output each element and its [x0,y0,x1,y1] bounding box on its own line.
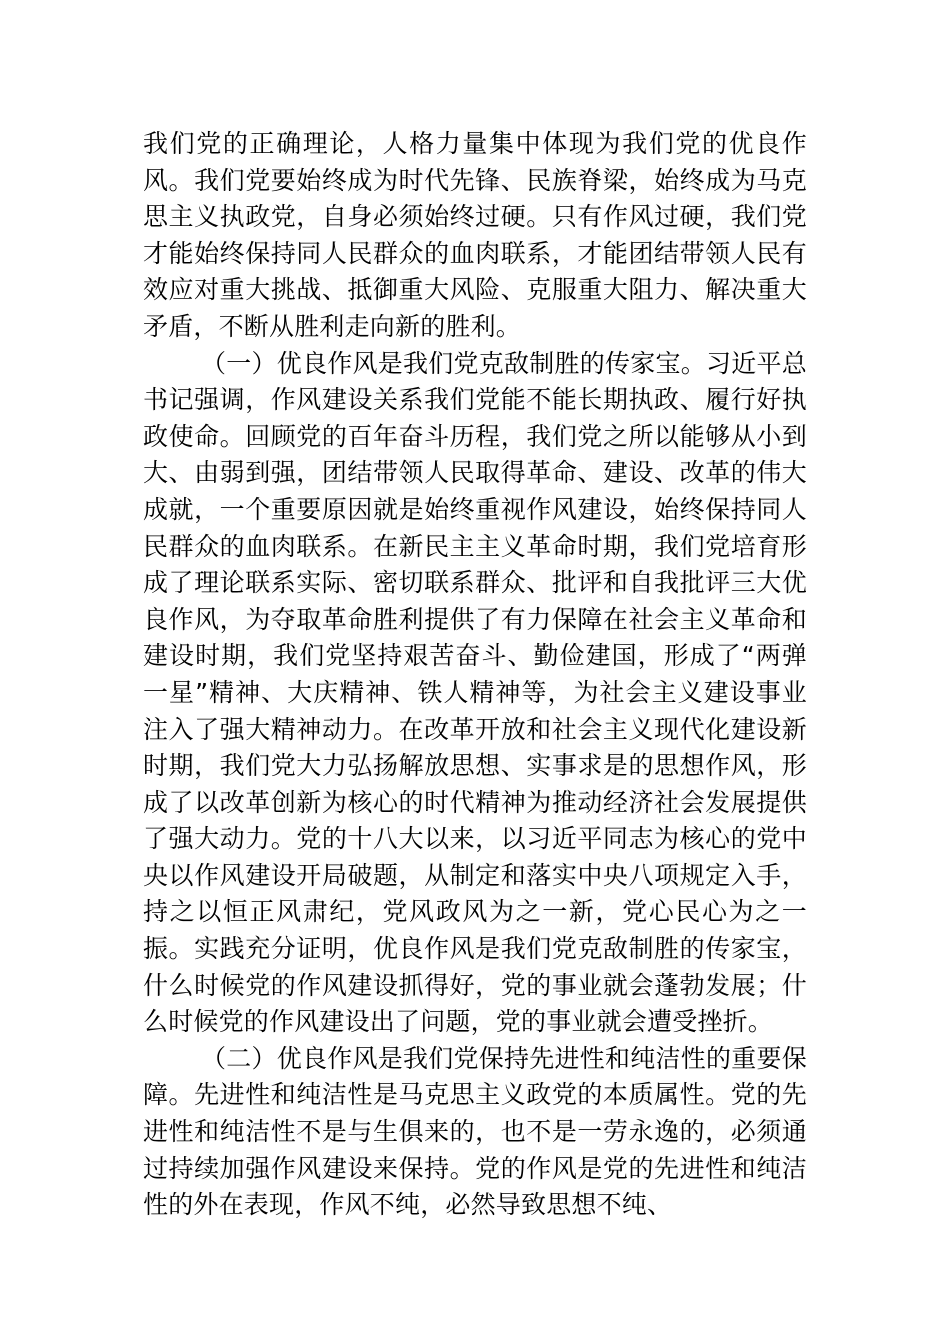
paragraph-section-one: （一）优良作风是我们党克敌制胜的传家宝。习近平总书记强调，作风建设关系我们党能不能长期执政、履行好执政使命。回顾党的百年奋斗历程，我们党之所以能够从小到大、由弱到强，团结带领人民取得革命、建设、改革的伟大成就，一个重要原因就是始终重视作风建设，始终保持同人民群众的血肉联系。在新民主主义革命时期，我们党培育形成了理论联系实际、密切联系群众、批评和自我批评三大优良作风，为夺取革命胜利提供了有力保障在社会主义革命和建设时期，我们党坚持艰苦奋斗、勤俭建国，形成了“两弹一星”精神、大庆精神、铁人精神等，为社会主义建设事业注入了强大精神动力。在改革开放和社会主义现代化建设新时期，我们党大力弘扬解放思想、实事求是的思想作风，形成了以改革创新为核心的时代精神为推动经济社会发展提供了强大动力。党的十八大以来，以习近平同志为核心的党中央以作风建设开局破题，从制定和落实中央八项规定入手，持之以恒正风肃纪，党风政风为之一新，党心民心为之一振。实践充分证明，优良作风是我们党克敌制胜的传家宝，什么时候党的作风建设抓得好，党的事业就会蓬勃发展；什么时候党的作风建设出了问题，党的事业就会遭受挫折。 [143,348,807,1037]
paragraph-section-two: （二）优良作风是我们党保持先进性和纯洁性的重要保障。先进性和纯洁性是马克思主义政党的本质属性。党的先进性和纯洁性不是与生俱来的，也不是一劳永逸的，必须通过持续加强作风建设来保持。党的作风是党的先进性和纯洁性的外在表现，作风不纯，必然导致思想不纯、 [143,1043,807,1220]
document-body [143,126,807,1224]
paragraph-intro: 我们党的正确理论，人格力量集中体现为我们党的优良作风。我们党要始终成为时代先锋、民族脊梁，始终成为马克思主义执政党，自身必须始终过硬。只有作风过硬，我们党才能始终保持同人民群众的血肉联系，才能团结带领人民有效应对重大挑战、抵御重大风险、克服重大阻力、解决重大矛盾，不断从胜利走向新的胜利。 [143,129,807,341]
